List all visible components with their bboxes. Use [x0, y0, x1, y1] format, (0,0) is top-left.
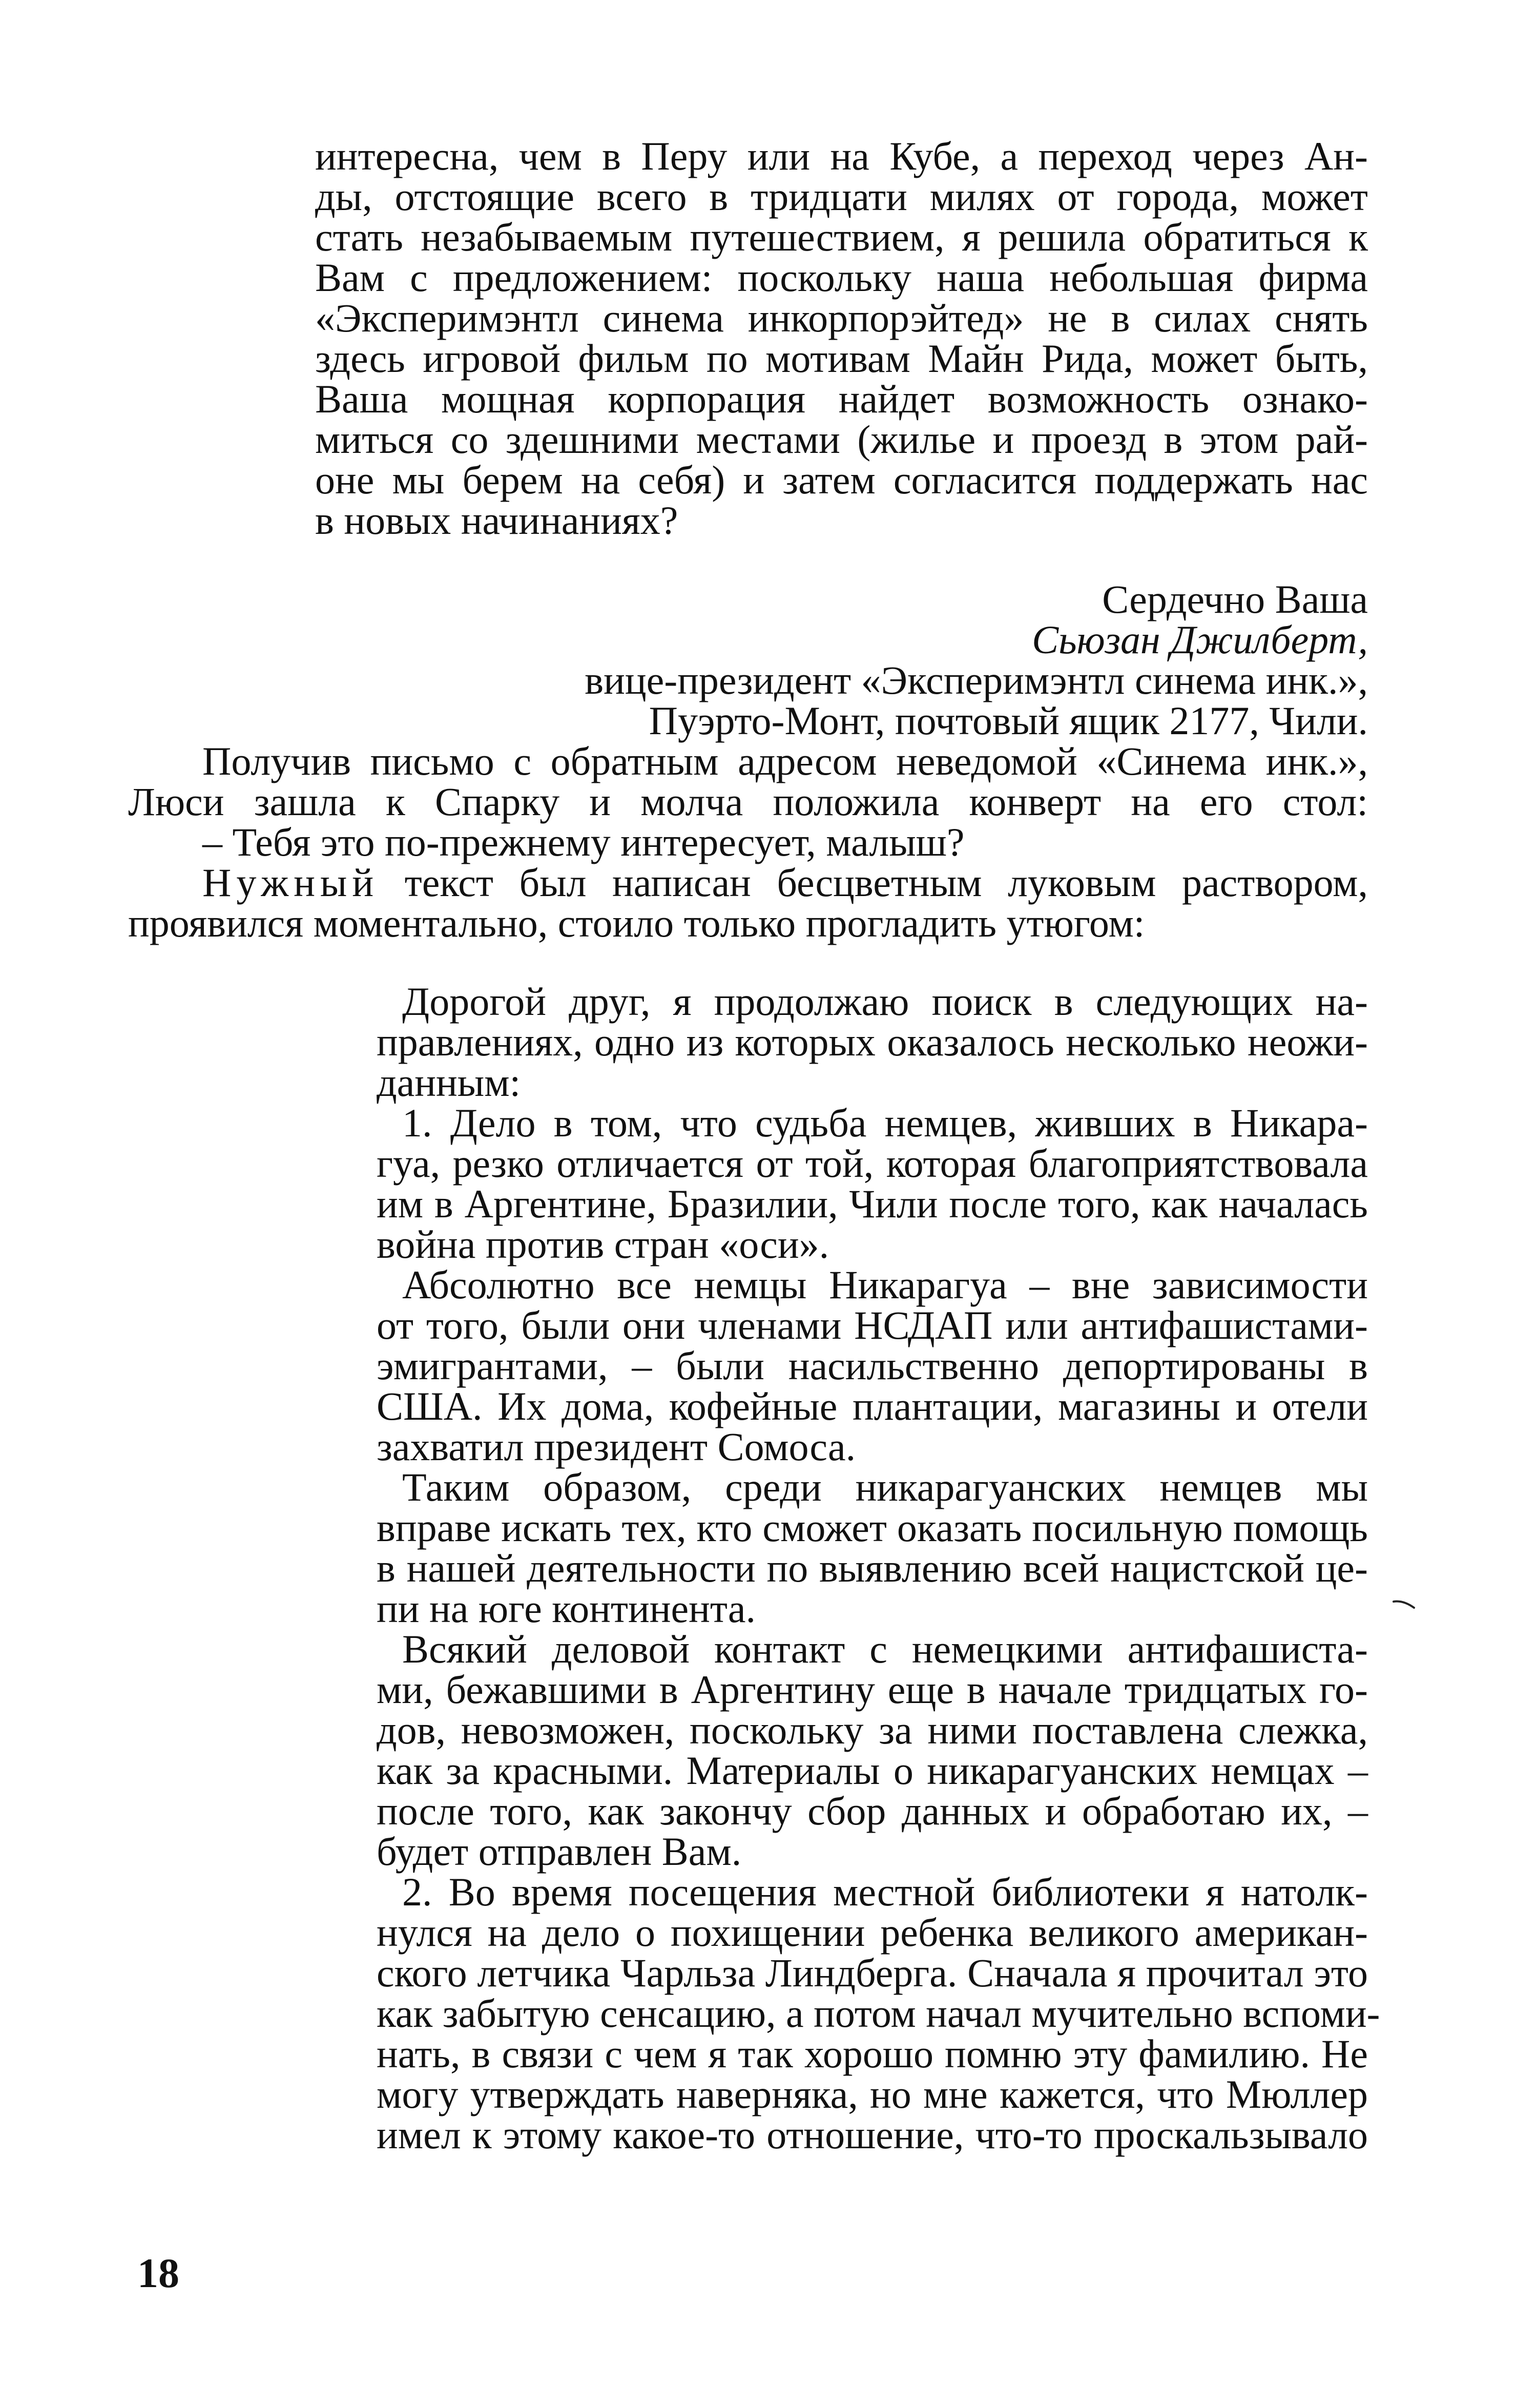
secret-letter-line: от того, были они членами НСДАП или антифашистами- — [377, 1303, 1368, 1347]
narrative-line: Получив письмо с обратным адресом неведомой «Синема инк.», — [202, 739, 1368, 783]
secret-letter-line: 1. Дело в том, что судьба немцев, живших в Никара- — [402, 1101, 1368, 1145]
secret-letter-line: нать, в связи с чем я так хорошо помню эту фамилию. Не — [377, 2031, 1368, 2076]
letter-line: «Эксперимэнтл синема инкорпорэйтед» не в силах снять — [315, 296, 1368, 340]
secret-letter-line: могу утверждать наверняка, но мне кажется, что Мюллер — [377, 2072, 1368, 2116]
secret-letter-line: США. Их дома, кофейные плантации, магазины и отели — [377, 1384, 1368, 1428]
secret-letter-line: пи на юге континента. — [377, 1586, 756, 1631]
letter-line: Вам с предложением: поскольку наша небольшая фирма — [315, 255, 1368, 300]
secret-letter-line: Дорогой друг, я продолжаю поиск в следующих на- — [402, 979, 1368, 1024]
letter-line: здесь игровой фильм по мотивам Майн Рида, может быть, — [315, 336, 1368, 381]
narrative-line: Люси зашла к Спарку и молча положила конверт на его стол: — [128, 779, 1368, 824]
secret-letter-line: в нашей деятельности по выявлению всей нацистской це- — [377, 1546, 1368, 1590]
secret-letter-line: война против стран «оси». — [377, 1222, 829, 1267]
secret-letter-line: имел к этому какое-то отношение, что-то проскальзывало — [377, 2112, 1368, 2157]
secret-letter-line: эмигрантами, – были насильственно депортированы в — [377, 1343, 1368, 1388]
secret-letter-line: Таким образом, среди никарагуанских немцев мы — [402, 1465, 1368, 1509]
signature-closing: Сердечно Ваша — [1102, 577, 1368, 621]
letter-line: стать незабываемым путешествием, я решила обратиться к — [315, 215, 1368, 259]
secret-letter-line: как за красными. Материалы о никарагуанских немцах – — [377, 1748, 1368, 1793]
secret-letter-line: гуа, резко отличается от той, которая благоприятствовала — [377, 1141, 1368, 1186]
secret-letter-line: Всякий деловой контакт с немецкими антифашиста- — [402, 1627, 1368, 1671]
secret-letter-line: вправе искать тех, кто сможет оказать посильную помощь — [377, 1505, 1368, 1550]
spaced-word: Нужный — [202, 860, 379, 905]
letter-line: Ваша мощная корпорация найдет возможность ознако- — [315, 377, 1368, 421]
secret-letter-line: будет отправлен Вам. — [377, 1829, 742, 1874]
page-number: 18 — [137, 2250, 179, 2296]
secret-letter-line: данным: — [377, 1060, 521, 1105]
signature-title: вице-президент «Эксперимэнтл синема инк.», — [585, 658, 1368, 702]
signature-address: Пуэрто-Монт, почтовый ящик 2177, Чили. — [649, 698, 1368, 743]
letter-line: оне мы берем на себя) и затем согласится поддержать нас — [315, 458, 1368, 502]
secret-letter-line: 2. Во время посещения местной библиотеки я натолк- — [402, 1870, 1368, 1914]
secret-letter-line: после того, как закончу сбор данных и обработаю их, – — [377, 1789, 1368, 1833]
letter-line: ды, отстоящие всего в тридцати милях от города, может — [315, 174, 1368, 219]
signature-name: Сьюзан Джилберт, — [1032, 617, 1368, 662]
letter-line: в новых начинаниях? — [315, 498, 678, 543]
secret-letter-line: как забытую сенсацию, а потом начал мучительно вспоми- — [377, 1991, 1380, 2036]
secret-letter-line: ского летчика Чарльза Линдберга. Сначала я прочитал это — [377, 1950, 1368, 1995]
margin-mark — [1393, 1597, 1415, 1610]
letter-line: миться со здешними местами (жилье и проезд в этом рай- — [315, 417, 1368, 462]
narrative-line — [202, 862, 1368, 903]
letter-line: интересна, чем в Перу или на Кубе, а переход через Ан- — [315, 134, 1368, 178]
secret-letter-line: Абсолютно все немцы Никарагуа – вне зависимости — [402, 1262, 1368, 1307]
narrative-line-rest: текст был написан бесцветным луковым раствором, — [379, 860, 1368, 905]
secret-letter-line: им в Аргентине, Бразилии, Чили после того, как началась — [377, 1181, 1368, 1226]
secret-letter-line: захватил президент Сомоса. — [377, 1424, 856, 1469]
secret-letter-line: нулся на дело о похищении ребенка великого американ- — [377, 1910, 1368, 1955]
secret-letter-line: дов, невозможен, поскольку за ними поставлена слежка, — [377, 1708, 1368, 1752]
secret-letter-line: правлениях, одно из которых оказалось несколько неожи- — [377, 1020, 1368, 1064]
narrative-line: – Тебя это по-прежнему интересует, малыш? — [202, 820, 965, 864]
narrative-line: проявился моментально, стоило только прогладить утюгом: — [128, 901, 1145, 945]
secret-letter-line: ми, бежавшими в Аргентину еще в начале тридцатых го- — [377, 1667, 1368, 1712]
